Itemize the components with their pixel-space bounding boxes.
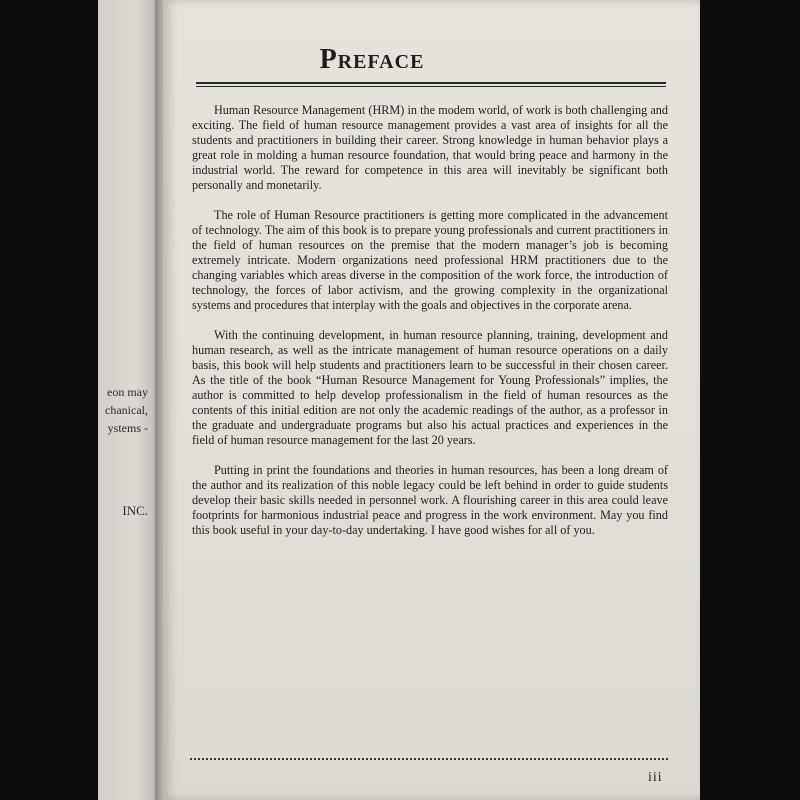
paragraph: The role of Human Resource practitioners is getting more complicated in the advancement of technology. The aim of this book is to prepare young professionals and current practitioners in the field of human resources on the premise that the modern manager’s job is becoming extremely intricate. Modern organizations need professional HRM practitioners due to the changing variables which areas diverse in the composition of the work force, the introduction of technology, the forces of labor activism, and the growing complexity in the organizational systems and procedures that interplay with the goals and objectives in the corporate arena.	[192, 208, 668, 312]
title-rule	[196, 82, 666, 84]
paragraph: With the continuing development, in human resource planning, training, development and human research, as well as the intricate management of human resource operations on a daily basis, this book will help students and practitioners learn to be successful in their chosen career. As the title of the book “Human Resource Management for Young Professionals” implies, the author is committed to help develop professionalism in the field of human resources as the contents of this initial edition are not only the academic readings of the author, as a professor in the graduate and undergraduate programs but also his actual practices and experiences in the field of human resource management for the last 20 years.	[192, 328, 668, 447]
left-page-fragment: chanical,	[105, 403, 148, 417]
page-title: Preface	[319, 44, 425, 75]
background	[700, 0, 800, 800]
page-number: iii	[648, 770, 663, 785]
footer-dotted-rule	[190, 758, 668, 760]
paragraph: Human Resource Management (HRM) in the modem world, of work is both challenging and exciting. The field of human resource management provides a vast area of insights for all the students and practitioners in building their career. Strong knowledge in human behavior plays a great role in molding a human resource foundation, that would bring peace and harmony in the industrial world. The reward for competence in this area will inevitably be significant both personally and monetarily.	[192, 103, 668, 192]
paragraph: Putting in print the foundations and theories in human resources, has been a long dream of the author and its realization of this noble legacy could be left behind in order to guide students develop their basic skills needed in personnel work. A flourishing career in this area could leave footprints for harmonious industrial peace and progress in the work environment. May you find this book useful in your day-to-day undertaking. I have good wishes for all of you.	[192, 463, 668, 537]
left-page-fragment: INC.	[122, 503, 148, 518]
title-rule	[196, 86, 666, 87]
left-page-fragment: eon may	[107, 385, 148, 399]
left-page	[98, 0, 158, 800]
preface-body	[192, 103, 668, 553]
left-page-fragment: ystems -	[107, 421, 148, 435]
